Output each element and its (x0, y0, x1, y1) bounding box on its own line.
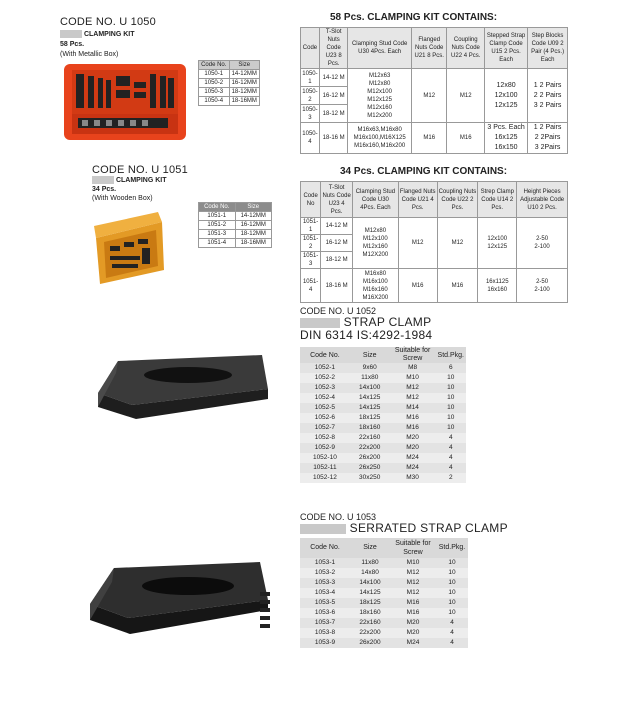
cell: 1051-3 (199, 230, 236, 239)
cell: 1052-5 (300, 403, 350, 413)
cell: 11x80 (350, 373, 390, 383)
cell: M30 (390, 473, 436, 483)
cell: 1051-2 (301, 235, 321, 252)
table-row (199, 97, 260, 106)
cell: 1051-1 (301, 218, 321, 235)
u1051-title: CLAMPING KIT (115, 176, 167, 184)
cell: 4 (436, 443, 466, 453)
table-row (300, 568, 468, 578)
cell: 1053-9 (300, 638, 350, 648)
serrated-strap-clamp-image (84, 548, 276, 648)
cell: M14 (390, 403, 436, 413)
cell: 10 (436, 598, 468, 608)
cell: 30x250 (350, 473, 390, 483)
cell: M10 (390, 558, 436, 568)
cell: 18x125 (350, 413, 390, 423)
cell: 12x80 12x100 12x125 (485, 69, 528, 123)
cell: 14x125 (350, 588, 390, 598)
u1052-title-line (300, 315, 431, 329)
cell: 4 (436, 433, 466, 443)
cell: M12 (390, 568, 436, 578)
kit-header: Flanged Nuts Code U21 8 Pcs. (411, 28, 447, 69)
table-row (300, 453, 466, 463)
cell: 1051-2 (199, 221, 236, 230)
table-row (300, 433, 466, 443)
cell: 2-50 2-100 (517, 269, 568, 303)
cell: 18-16MM (235, 239, 272, 248)
u1053-code: CODE NO. U 1053 (300, 512, 377, 522)
cell: 10 (436, 568, 468, 578)
cell: 22x160 (350, 433, 390, 443)
table-row (199, 70, 260, 79)
cell: 14-12MM (229, 70, 260, 79)
cell: 1052-8 (300, 433, 350, 443)
cell: 10 (436, 578, 468, 588)
cell: M16 (390, 423, 436, 433)
cell: 1053-3 (300, 578, 350, 588)
u1052-subtitle: DIN 6314 IS:4292-1984 (300, 328, 433, 342)
cell: M24 (390, 453, 436, 463)
cell: 4 (436, 618, 468, 628)
kit-header: Coupling Nuts Code U22 4 Pcs. (447, 28, 485, 69)
cell: 18-16 M (319, 123, 347, 154)
cell: M20 (390, 628, 436, 638)
cell: 1050-2 (302, 88, 318, 103)
cell: 1050-3 (199, 88, 230, 97)
u1053-table (300, 538, 468, 648)
cell: 18-12 M (321, 252, 353, 269)
u1050-kit-table (300, 27, 568, 154)
cell: 18x160 (350, 608, 390, 618)
cell: 26x200 (350, 638, 390, 648)
cell: 1052-2 (300, 373, 350, 383)
table-row (300, 363, 466, 373)
table-row (300, 383, 466, 393)
metallic-box-kit-image (62, 62, 188, 142)
cell: 1050-4 (301, 123, 320, 154)
cell: 1053-5 (300, 598, 350, 608)
cell: 1051-4 (301, 269, 321, 303)
u1050-box: (With Metallic Box) (60, 51, 119, 58)
table-row (300, 578, 468, 588)
table-row (199, 230, 272, 239)
cell: 14-12MM (235, 212, 272, 221)
cell: 16-12MM (235, 221, 272, 230)
cell: 1 2 Pairs 2 2Pairs 3 2Pairs (528, 123, 568, 154)
u1051-kit-title: 34 Pcs. CLAMPING KIT CONTAINS: (340, 166, 508, 177)
cell: 2-50 2-100 (517, 218, 568, 269)
cell: 22x160 (350, 618, 390, 628)
cell: 18-16MM (229, 97, 260, 106)
cell: 1051-4 (199, 239, 236, 248)
cell: 1 2 Pairs 2 2 Pairs 3 2 Pairs (528, 69, 568, 123)
u1050-kit-title: 58 Pcs. CLAMPING KIT CONTAINS: (330, 12, 498, 23)
cell: 14x80 (350, 568, 390, 578)
cell: 1050-1 (302, 70, 318, 85)
u1053-title: SERRATED STRAP CLAMP (349, 521, 508, 535)
cell: M24 (390, 463, 436, 473)
cell: 18-12MM (229, 88, 260, 97)
cell: 1053-6 (300, 608, 350, 618)
cell: 1052-6 (300, 413, 350, 423)
cell: M12x63 M12x80 M12x100 M12x125 M12x160 M12x200 (348, 69, 412, 123)
cell: 1051-1 (199, 212, 236, 221)
table-row (300, 373, 466, 383)
cell: 10 (436, 383, 466, 393)
cell: 2 (436, 473, 466, 483)
table-row (300, 403, 466, 413)
cell: M20 (390, 433, 436, 443)
cell: M12 (447, 69, 485, 123)
cell: 9x60 (350, 363, 390, 373)
cell: 1053-2 (300, 568, 350, 578)
cell: M20 (390, 618, 436, 628)
kit-header: Clamping Stud Code U30 4Pcs. Each (352, 182, 398, 218)
cell: 3 Pcs. Each 16x125 16x150 (485, 123, 528, 154)
kit-header: T-Slot Nuts Code U23 8 Pcs. (319, 28, 347, 69)
strap-clamp-image (92, 345, 270, 425)
cell: M16x63,M16x80 M16x100,M16X125 M16x160,M16x200 (348, 123, 412, 154)
u1050-pcs: 58 Pcs. (60, 41, 85, 48)
table-row (300, 558, 468, 568)
cell: 26x200 (350, 453, 390, 463)
cell: M16x80 M16x100 M16x160 M16X200 (352, 269, 398, 303)
cell: 16-12 M (321, 235, 353, 252)
cell: 4 (436, 638, 468, 648)
cell: 16-12MM (229, 79, 260, 88)
cell: 1052-10 (300, 453, 350, 463)
cell: 4 (436, 628, 468, 638)
table-row (300, 638, 468, 648)
cell: 1052-12 (300, 473, 350, 483)
table-row (300, 608, 468, 618)
table-row (300, 473, 466, 483)
cell: 12x100 12x125 (478, 218, 517, 269)
cell: M12x80 M12x100 M12x160 M12X200 (352, 218, 398, 269)
table-row (199, 88, 260, 97)
u1053-title-line (300, 521, 508, 535)
cell: 14x125 (350, 403, 390, 413)
table-row (199, 212, 272, 221)
kit-header: Code No (301, 182, 321, 218)
cell: 16-12 M (319, 87, 347, 105)
blurred-brand (300, 524, 346, 534)
cell: 18-16 M (321, 269, 353, 303)
table-row (300, 628, 468, 638)
cell: 22x200 (350, 628, 390, 638)
cell: 1050-4 (199, 97, 230, 106)
u1051-pcs: 34 Pcs. (92, 186, 117, 193)
table-row (301, 269, 568, 303)
table-row (300, 598, 468, 608)
u1051-title-line (92, 176, 167, 184)
cell: 1050-3 (302, 106, 318, 121)
cell: M12 (398, 218, 437, 269)
cell: 22x200 (350, 443, 390, 453)
cell: 1053-7 (300, 618, 350, 628)
cell: 1050-1 (199, 70, 230, 79)
table-header: Code No. (300, 538, 350, 558)
u1051-kit-table (300, 181, 568, 303)
cell: 18-12 M (319, 105, 347, 123)
cell: 1052-11 (300, 463, 350, 473)
cell: 14x125 (350, 393, 390, 403)
table-row (301, 69, 568, 87)
cell: M16 (398, 269, 437, 303)
table-row (199, 221, 272, 230)
cell: 10 (436, 558, 468, 568)
cell: 4 (436, 463, 466, 473)
size-table-header: Code No. (199, 61, 230, 70)
cell: 1052-3 (300, 383, 350, 393)
table-row (300, 423, 466, 433)
table-row (199, 239, 272, 248)
cell: M12 (390, 383, 436, 393)
table-header: Size (350, 347, 390, 363)
cell: 10 (436, 413, 466, 423)
size-table-header: Size (235, 203, 272, 212)
cell: 10 (436, 373, 466, 383)
size-table-header: Size (229, 61, 260, 70)
cell: 10 (436, 403, 466, 413)
cell: M16 (390, 413, 436, 423)
u1051-size-table (198, 202, 272, 248)
cell: 10 (436, 393, 466, 403)
table-row (300, 618, 468, 628)
table-row (300, 463, 466, 473)
cell: 1052-4 (300, 393, 350, 403)
kit-header: Height Pieces Adjustable Code U10 2 Pcs. (517, 182, 568, 218)
cell: 4 (436, 453, 466, 463)
cell: 26x250 (350, 463, 390, 473)
cell: 14x100 (350, 578, 390, 588)
kit-header: Code (301, 28, 320, 69)
cell: 16x1125 16x160 (478, 269, 517, 303)
cell: 18-12MM (235, 230, 272, 239)
u1051-code: CODE NO. U 1051 (92, 164, 188, 176)
table-row (300, 443, 466, 453)
blurred-brand (300, 318, 340, 328)
table-row (199, 79, 260, 88)
cell: 18x125 (350, 598, 390, 608)
table-row (301, 218, 568, 235)
cell: M12 (437, 218, 478, 269)
cell: M12 (390, 588, 436, 598)
u1050-title-line (60, 30, 135, 38)
kit-header: Coupling Nuts Code U22 2 Pcs. (437, 182, 478, 218)
table-header: Code No. (300, 347, 350, 363)
cell: 1050-2 (199, 79, 230, 88)
cell: 14-12 M (319, 69, 347, 87)
u1052-code: CODE NO. U 1052 (300, 306, 377, 316)
cell: M16 (411, 123, 447, 154)
cell: M8 (390, 363, 436, 373)
size-table-header: Code No. (199, 203, 236, 212)
cell: M16 (437, 269, 478, 303)
cell: M16 (447, 123, 485, 154)
cell: 11x80 (350, 558, 390, 568)
u1052-title: STRAP CLAMP (343, 315, 432, 329)
table-header: Std.Pkg. (436, 538, 468, 558)
blurred-brand (92, 176, 114, 184)
u1050-title: CLAMPING KIT (83, 30, 135, 38)
cell: 18x160 (350, 423, 390, 433)
cell: 1051-3 (301, 252, 321, 269)
blurred-brand (60, 30, 82, 38)
cell: 14x100 (350, 383, 390, 393)
table-row (300, 393, 466, 403)
table-header: Suitable for Screw (390, 347, 436, 363)
kit-header: Strep Clamp Code U14 2 Pcs. (478, 182, 517, 218)
kit-header: Flanged Nuts Code U21 4 Pcs. (398, 182, 437, 218)
cell: M12 (411, 69, 447, 123)
kit-header: T-Slot Nuts Code U23 4 Pcs. (321, 182, 353, 218)
cell: M24 (390, 638, 436, 648)
cell: 6 (436, 363, 466, 373)
cell: M10 (390, 373, 436, 383)
cell: M16 (390, 608, 436, 618)
u1051-box: (With Wooden Box) (92, 195, 153, 202)
u1050-code: CODE NO. U 1050 (60, 16, 156, 28)
table-header: Suitable for Screw (390, 538, 436, 558)
u1052-table (300, 347, 466, 483)
u1050-size-table (198, 60, 260, 106)
kit-header: Clamping Stud Code U30 4Pcs. Each (348, 28, 412, 69)
cell: 1052-9 (300, 443, 350, 453)
kit-header: Stepped Strap Clamp Code U15 2 Pcs. Each (485, 28, 528, 69)
cell: M20 (390, 443, 436, 453)
table-row (300, 413, 466, 423)
cell: 10 (436, 423, 466, 433)
table-row (300, 588, 468, 598)
cell: 14-12 M (321, 218, 353, 235)
cell: 1053-4 (300, 588, 350, 598)
cell: 1053-8 (300, 628, 350, 638)
cell: 1052-1 (300, 363, 350, 373)
cell: M12 (390, 578, 436, 588)
cell: M16 (390, 598, 436, 608)
cell: 1053-1 (300, 558, 350, 568)
cell: M12 (390, 393, 436, 403)
kit-header: Step Blocks Code U09 2 Pair (4 Pcs.) Each (528, 28, 568, 69)
wooden-box-kit-image (92, 208, 166, 286)
cell: 1052-7 (300, 423, 350, 433)
table-row (301, 123, 568, 154)
cell: 10 (436, 588, 468, 598)
table-header: Size (350, 538, 390, 558)
cell: 10 (436, 608, 468, 618)
table-header: Std.Pkg. (436, 347, 466, 363)
